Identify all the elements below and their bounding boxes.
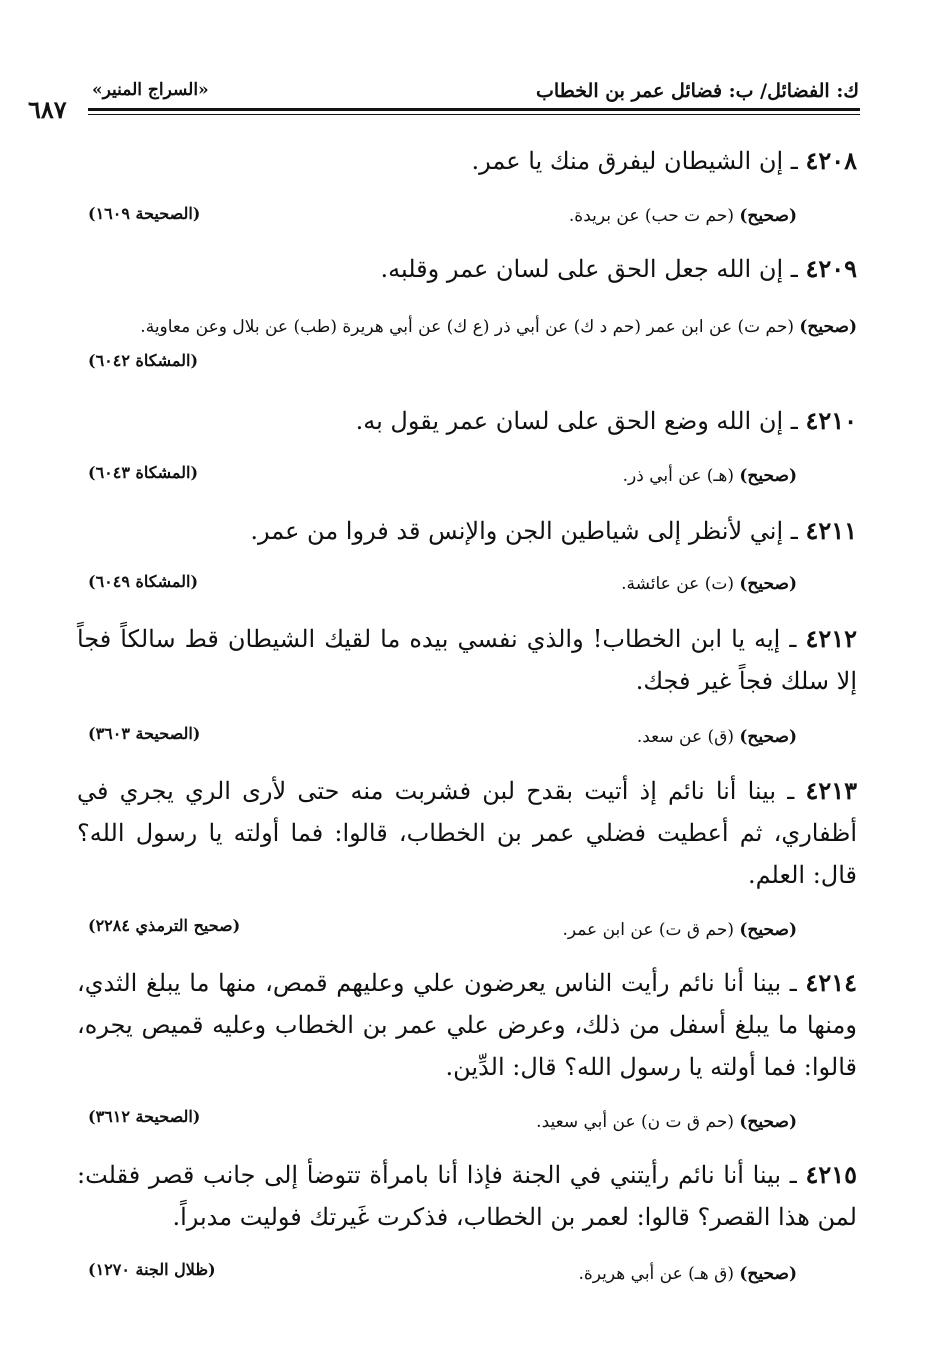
hadith-number: ٤٢١٠ xyxy=(805,406,857,435)
header-rule-thick xyxy=(88,108,860,111)
hadith-number: ٤٢٠٨ xyxy=(805,146,857,175)
hadith-number: ٤٢١٣ xyxy=(805,776,857,805)
hadith-reference: (الصحيحة ٣٦١٢) xyxy=(88,1107,201,1126)
hadith-source xyxy=(377,920,797,940)
page-number: ٦٨٧ xyxy=(28,95,67,124)
hadith-grade: (صحيح) xyxy=(739,574,797,594)
hadith-entry xyxy=(77,140,857,182)
hadith-text: إن الشيطان ليفرق منك يا عمر. xyxy=(471,147,784,175)
hadith-narrators: (ت) عن عائشة. xyxy=(621,574,734,594)
hadith-entry xyxy=(77,962,857,1088)
hadith-text: بينا أنا نائم إذ أتيت بقدح لبن فشربت منه حتى لأرى الري يجري في أظفاري، ثم أعطيت فضلي عمر بن الخطاب، قالوا: فما أولته يا رسول الله؟ قال: العلم. xyxy=(77,777,857,889)
separator: ـ xyxy=(780,625,806,653)
hadith-grade: (صحيح) xyxy=(739,206,797,226)
header-rule-thin xyxy=(88,114,860,115)
hadith-number: ٤٢١٥ xyxy=(805,1160,858,1189)
hadith-narrators: (حم ت حب) عن بريدة. xyxy=(568,206,734,226)
hadith-grade: (صحيح) xyxy=(799,317,857,337)
hadith-text: إني لأنظر إلى شياطين الجن والإنس قد فروا من عمر. xyxy=(250,517,784,545)
hadith-narrators: (حم ت) عن ابن عمر (حم د ك) عن أبي ذر (ع ك) عن أبي هريرة (طب) عن بلال وعن معاوية. xyxy=(140,317,794,337)
hadith-entry xyxy=(77,770,857,896)
hadith-entry xyxy=(77,1154,857,1238)
hadith-text: إن الله وضع الحق على لسان عمر يقول به. xyxy=(355,407,784,435)
chapter-heading: ك: الفضائل/ ب: فضائل عمر بن الخطاب xyxy=(536,80,859,102)
book-title: «السراج المنير» xyxy=(92,80,209,100)
separator: ـ xyxy=(781,969,806,997)
hadith-narrators: (ق هـ) عن أبي هريرة. xyxy=(578,1264,734,1284)
hadith-grade: (صحيح) xyxy=(739,920,797,940)
hadith-number: ٤٢٠٩ xyxy=(805,254,857,283)
hadith-source xyxy=(377,206,797,226)
hadith-reference: (المشكاة ٦٠٤٢) xyxy=(88,351,199,370)
hadith-source xyxy=(377,1112,797,1132)
hadith-entry xyxy=(77,618,857,702)
hadith-reference: (المشكاة ٦٠٤٣) xyxy=(88,463,199,482)
hadith-text: بينا أنا نائم رأيتني في الجنة فإذا أنا بامرأة تتوضأ إلى جانب قصر فقلت: لمن هذا القصر؟ قالوا: لعمر بن الخطاب، فذكرت غَيرتك فوليت مدبراً. xyxy=(77,1161,857,1231)
hadith-entry xyxy=(77,510,857,552)
hadith-source xyxy=(377,466,797,486)
hadith-reference: (الصحيحة ٣٦٠٣) xyxy=(88,724,201,743)
separator: ـ xyxy=(783,147,806,175)
hadith-text: إيه يا ابن الخطاب! والذي نفسي بيده ما لقيك الشيطان قط سالكاً فجاً إلا سلك فجاً غير فجك. xyxy=(77,625,857,695)
separator: ـ xyxy=(783,407,806,435)
hadith-source xyxy=(377,574,797,594)
hadith-number: ٤٢١٢ xyxy=(805,624,857,653)
hadith-grade: (صحيح) xyxy=(739,466,797,486)
hadith-grade: (صحيح) xyxy=(739,1264,797,1284)
hadith-reference: (ظلال الجنة ١٢٧٠) xyxy=(88,1260,216,1279)
hadith-narrators: (ق) عن سعد. xyxy=(636,727,734,747)
hadith-narrators: (حم ق ت) عن ابن عمر. xyxy=(562,920,734,940)
hadith-reference: (صحيح الترمذي ٢٢٨٤) xyxy=(88,916,241,935)
hadith-text: إن الله جعل الحق على لسان عمر وقلبه. xyxy=(380,255,784,283)
separator: ـ xyxy=(781,1161,806,1189)
hadith-entry xyxy=(77,400,857,442)
hadith-narrators: (هـ) عن أبي ذر. xyxy=(622,466,734,486)
hadith-grade: (صحيح) xyxy=(739,1112,797,1132)
hadith-reference: (المشكاة ٦٠٤٩) xyxy=(88,572,199,591)
hadith-source xyxy=(77,306,857,348)
separator: ـ xyxy=(776,777,806,805)
separator: ـ xyxy=(783,255,806,283)
hadith-entry xyxy=(77,248,857,290)
hadith-grade: (صحيح) xyxy=(739,727,797,747)
hadith-source xyxy=(377,1264,797,1284)
hadith-text: بينا أنا نائم رأيت الناس يعرضون علي وعليهم قمص، منها ما يبلغ الثدي، ومنها ما يبلغ أسفل من ذلك، وعرض علي عمر بن الخطاب وعليه قميص يجره، قالوا: فما أولته يا رسول الله؟ قال: الدِّين. xyxy=(77,969,857,1081)
hadith-reference: (الصحيحة ١٦٠٩) xyxy=(88,204,201,223)
hadith-number: ٤٢١٤ xyxy=(805,968,857,997)
hadith-source xyxy=(377,727,797,747)
hadith-number: ٤٢١١ xyxy=(805,516,857,545)
hadith-narrators: (حم ق ت ن) عن أبي سعيد. xyxy=(536,1112,734,1132)
separator: ـ xyxy=(783,517,806,545)
